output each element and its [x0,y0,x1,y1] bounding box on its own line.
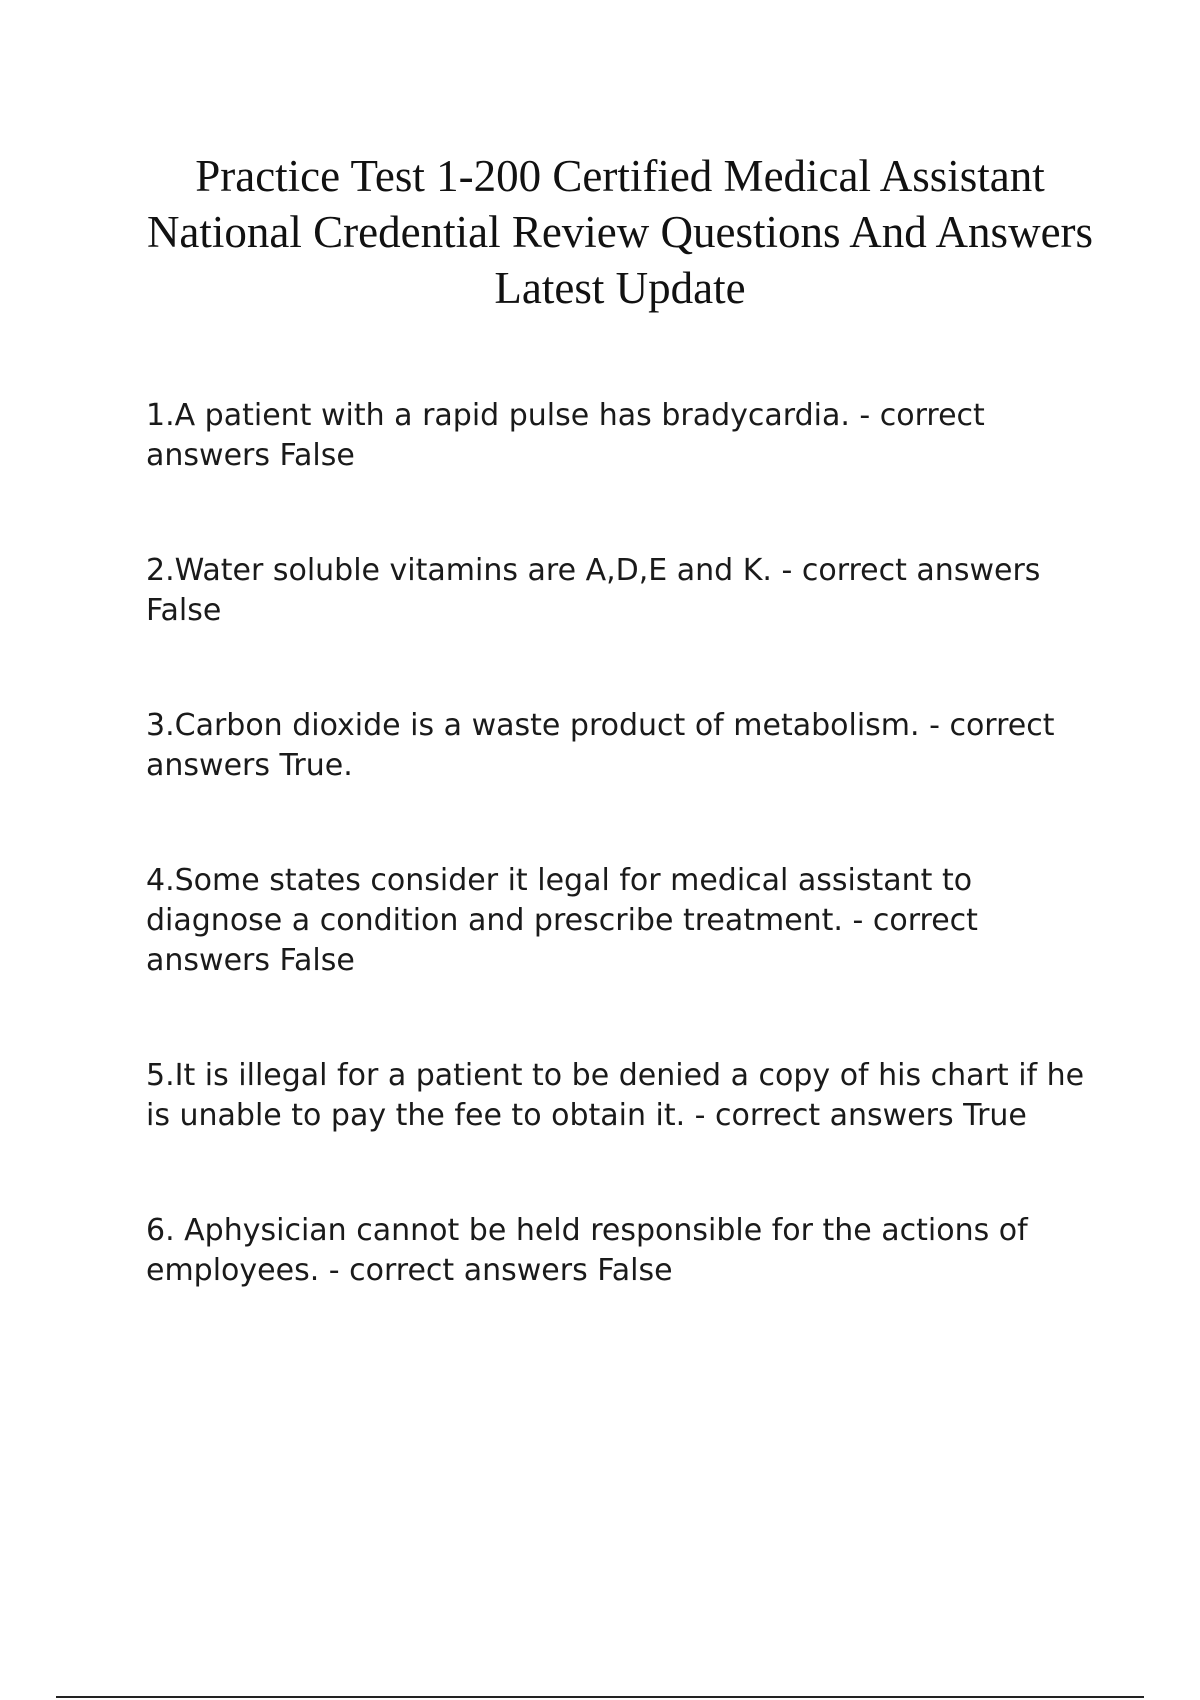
question-item-2: 2.Water soluble vitamins are A,D,E and K. - correct answers False [146,553,1041,628]
question-item-3: 3.Carbon dioxide is a waste product of metabolism. - correct answers True. [146,708,1055,783]
question-item-1: 1.A patient with a rapid pulse has bradycardia. - correct answers False [146,398,985,473]
question-item-5: 5.It is illegal for a patient to be denied a copy of his chart if he is unable to pay the fee to obtain it. - correct answers True [146,1058,1085,1133]
page-title: Practice Test 1-200 Certified Medical Assistant National Credential Review Questions And Answers Latest Update [146,151,1094,313]
footer-divider [56,1696,1144,1698]
question-item-4: 4.Some states consider it legal for medical assistant to diagnose a condition and prescribe treatment. - correct answers False [146,863,978,978]
question-item-6: 6. Aphysician cannot be held responsible for the actions of employees. - correct answers False [146,1213,1028,1288]
question-list [146,396,1096,1291]
